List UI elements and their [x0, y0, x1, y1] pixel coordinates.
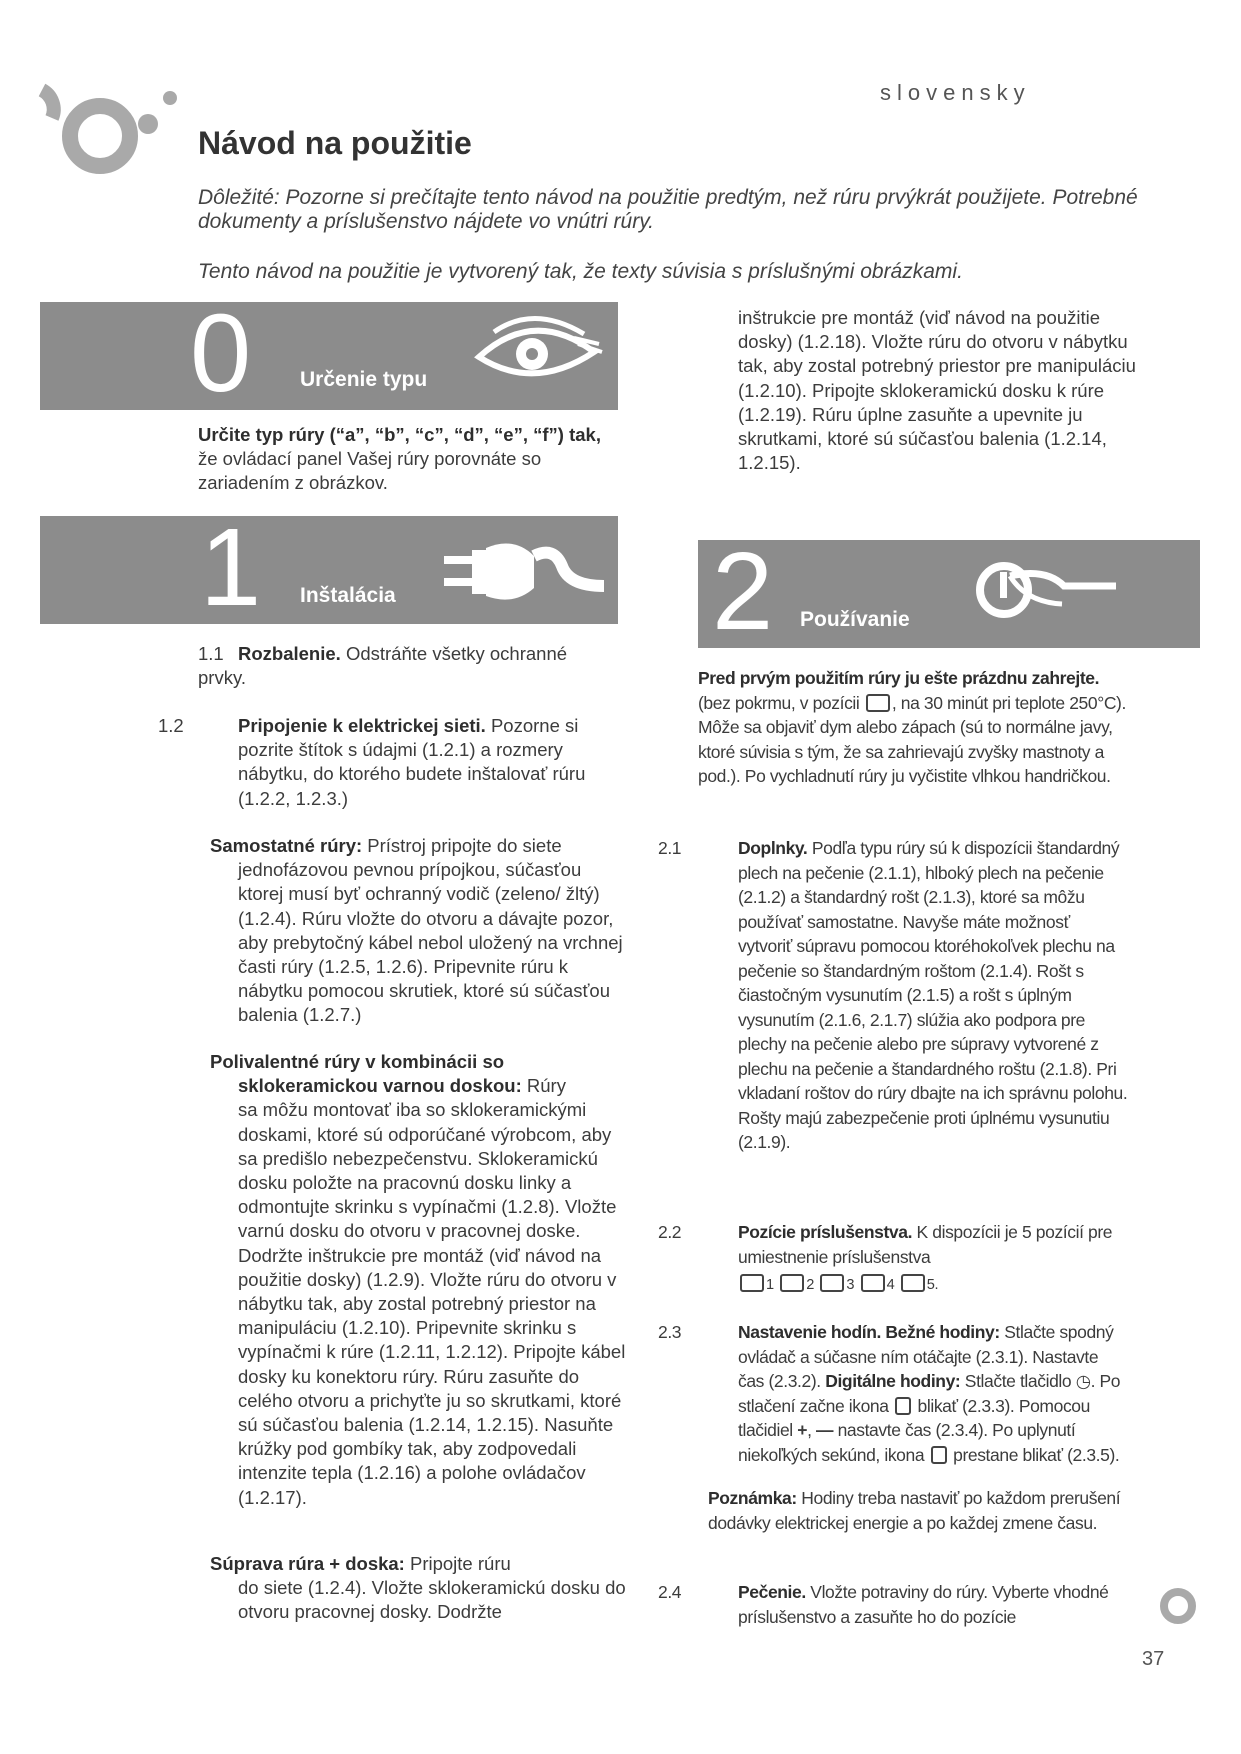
- item-text-cont: sa môžu montovať iba so sklokeramickými doskami, ktoré sú odporúčané výrobcom, aby sa predišlo nebezpečenstvu. Sklokeramickú dosku položte na pracovnú dosku linky a odmontujte skrinku s vypínačmi (1.2.8). Vložte varnú dosku do otvoru v pracovnej doske. Dodržte inštrukcie pre montáž (viď návod na použitie dosky) (1.2.9). Vložte rúru do otvoru v nábytku tak, aby zostal potrebný priestor na manipuláciu (1.2.10). Pripevnite skrinku s vypínačmi k rúre (1.2.11, 1.2.12). Pripojte kábel dosky ku konektoru rúry. Rúru zasuňte do celého otvoru a prichyťte ju so skrutkami, ktoré sú súčasťou balenia (1.2.14, 1.2.15). Nasuňte krúžky pod gombíky tak, aby zodpovedali intenzite tepla (1.2.16) a polohe ovládačov (1.2.17).: [238, 1099, 626, 1508]
- item-text-cont: , na 30 minút pri teplote 250°C). Môže sa objaviť dym alebo zápach (sú to normálne javy, ktoré súvisia s tým, že sa zahrievajú zvyšky mastnoty a pod.). Po vychladnutí rúry ju vyčistite vlhkou handričkou.: [698, 692, 1126, 786]
- position-label: 1: [766, 1277, 774, 1293]
- position-label: 2: [806, 1277, 814, 1293]
- position-2-icon: [780, 1274, 804, 1292]
- item-bold: Nastavenie hodín. Bežné hodiny:: [738, 1322, 1000, 1342]
- item-bold: Doplnky.: [738, 838, 808, 858]
- section-1-banner: [40, 506, 618, 629]
- position-5-icon: [901, 1274, 925, 1292]
- position-icons: [698, 1271, 1128, 1298]
- section-0-bold: Určite typ rúry (“a”, “b”, “c”, “d”, “e”, “f”) tak,: [198, 424, 601, 445]
- item-text: Odstráňte všetky ochranné prvky.: [198, 643, 568, 689]
- finger-button-icon: [966, 546, 1116, 636]
- item-number: 2.1: [658, 838, 682, 858]
- item-number: 2.3: [658, 1322, 682, 1342]
- clock-icon: [931, 1446, 947, 1464]
- section-0-text: [198, 423, 618, 496]
- first-use-block: [698, 666, 1128, 789]
- polivalentne-block: [210, 1050, 630, 1510]
- page-number: 37: [1142, 1648, 1165, 1670]
- section-label: Používanie: [800, 608, 910, 631]
- intro-note: Tento návod na použitie je vytvorený tak, že texty súvisia s príslušnými obrázkami.: [198, 260, 963, 283]
- section-0-body: že ovládací panel Vašej rúry porovnáte so zariadením z obrázkov.: [198, 448, 542, 494]
- minus-icon: —: [816, 1420, 834, 1440]
- item-text: ,: [807, 1420, 812, 1440]
- item-number: 1.2: [158, 715, 184, 736]
- item-number: 1.1: [198, 643, 224, 664]
- item-text: K dispozícii je 5 pozícií pre umiestnenie príslušenstva: [738, 1222, 1113, 1267]
- item-text: Hodiny treba nastaviť po každom prerušení dodávky elektrickej energie a po každej zmene času.: [708, 1488, 1121, 1533]
- section-0-banner: [40, 292, 618, 415]
- suprava-block: [210, 1552, 630, 1625]
- item-text: Pripojte rúru: [404, 1553, 511, 1574]
- position-1-icon: [740, 1274, 764, 1292]
- section-number: 2: [712, 530, 774, 653]
- plus-icon: +: [797, 1420, 808, 1440]
- section-label: Určenie typu: [300, 368, 428, 391]
- position-label: 4: [886, 1277, 895, 1293]
- item-bold: Polivalentné rúry v kombinácii so: [210, 1051, 505, 1072]
- oven-position-icon: [866, 694, 890, 712]
- item-bold: Pripojenie k elektrickej sieti.: [238, 715, 486, 736]
- item-bold: Poznámka:: [708, 1488, 797, 1508]
- intro-important: Dôležité: Pozorne si prečítajte tento návod na použitie predtým, než rúru prvýkrát použijete. Potrebné dokumenty a príslušenstvo nájdete vo vnútri rúry.: [198, 186, 1138, 233]
- clock-button-icon: ◷: [1075, 1371, 1091, 1391]
- item-text: blikať (2.3.3). Pomocou tlačidiel: [738, 1395, 1090, 1440]
- item-bold-2: Digitálne hodiny:: [825, 1371, 961, 1391]
- col2-top-text: inštrukcie pre montáž (viď návod na použitie dosky) (1.2.18). Vložte rúru do otvoru v nábytku tak, aby zostal potrebný priestor pre manipuláciu (1.2.10). Pripojte sklokeramickú dosku k rúre (1.2.19). Rúru úplne zasuňte a upevnite ju skrutkami, ktoré sú súčasťou balenia (1.2.14, 1.2.15).: [738, 307, 1136, 474]
- section-number: 1: [200, 506, 262, 629]
- item-bold: Pozície príslušenstva.: [738, 1222, 913, 1242]
- item-text: nastavte čas (2.3.4). Po uplynutí niekoľkých sekúnd, ikona: [738, 1420, 1076, 1465]
- item-2-4: [658, 1580, 1128, 1629]
- item-bold: Súprava rúra + doska:: [210, 1553, 405, 1574]
- item-2-2: [658, 1220, 1128, 1298]
- item-text: Podľa typu rúry sú k dispozícii štandardný plech na pečenie (2.1.1), hlboký plech na pečenie (2.1.2) a štandardný rošt (2.1.3), ktoré sa môžu používať samostatne. Navyše máte možnosť vytvoriť súpravu pomocou ktoréhokoľvek plechu na pečenie so štandardným roštom (2.1.4). Rošt s čiastočným vysunutím (2.1.5) a rošt s úplným vysunutím (2.1.6, 2.1.7) slúžia ako podpora pre plechy na pečenie alebo pre súpravy vytvorené z plechu na pečenie a štandardného roštu (2.1.8). Pri vkladaní roštov do rúry dbajte na ich správnu polohu. Rošty majú zabezpečenie proti úplnému vysunutiu (2.1.9).: [738, 838, 1128, 1152]
- section-number: 0: [190, 292, 252, 415]
- page-corner-circle-icon: [1158, 1586, 1198, 1626]
- item-text: . Po stlačení začne ikona: [738, 1371, 1121, 1416]
- position-3-icon: [820, 1274, 844, 1292]
- item-number: 2.4: [658, 1582, 682, 1602]
- page-title: Návod na použitie: [198, 125, 472, 161]
- item-text: Pozorne si pozrite štítok s údajmi (1.2.1) a rozmery nábytku, do ktorého budete inštalovať rúru (1.2.2, 1.2.3.): [238, 715, 586, 809]
- samostatne-ruru-block: [210, 834, 630, 1028]
- plug-icon: [444, 526, 604, 616]
- position-label: 3: [846, 1277, 855, 1293]
- section-label: Inštalácia: [300, 584, 396, 607]
- item-bold: Rozbalenie.: [238, 643, 341, 664]
- position-label: 5.: [926, 1277, 939, 1293]
- item-bold: Pečenie.: [738, 1582, 806, 1602]
- item-1-2: [158, 714, 618, 811]
- item-text: (bez pokrmu, v pozícii: [698, 692, 860, 713]
- item-text: Stlačte spodný ovládač a súčasne ním otáčajte (2.3.1). Nastavte čas (2.3.2).: [738, 1322, 1114, 1391]
- section-2-banner: [698, 530, 1200, 653]
- item-text-cont: do siete (1.2.4). Vložte sklokeramickú dosku do otvoru pracovnej dosky. Dodržte: [238, 1577, 626, 1623]
- item-bold: Pred prvým použitím rúry ju ešte prázdnu zahrejte.: [698, 668, 1100, 688]
- language-label: slovensky: [880, 80, 1031, 105]
- clock-icon: [895, 1397, 911, 1415]
- item-2-3: [658, 1320, 1128, 1467]
- item-text: Prístroj pripojte do siete: [362, 835, 562, 856]
- item-text: Rúry: [521, 1075, 566, 1097]
- note-block: [708, 1486, 1128, 1535]
- item-text: prestane blikať (2.3.5).: [948, 1444, 1120, 1465]
- item-text: Vložte potraviny do rúry. Vyberte vhodné príslušenstvo a zasuňte ho do pozície: [738, 1582, 1109, 1627]
- position-4-icon: [861, 1274, 885, 1292]
- item-bold-2: sklokeramickou varnou doskou:: [238, 1075, 522, 1097]
- item-1-1: [198, 642, 618, 690]
- item-text: Stlačte tlačidlo: [960, 1371, 1072, 1391]
- eye-icon: [474, 312, 614, 392]
- item-number: 2.2: [658, 1222, 682, 1242]
- brand-logo-icon: [30, 78, 180, 188]
- item-text-cont: jednofázovou pevnou prípojkou, súčasťou ktorej musí byť ochranný vodič (zeleno/ žltý) (1.2.4). Rúru vložte do otvoru a dávajte pozor, aby prebytočný kábel nebol uložený na vrchnej časti rúry (1.2.5, 1.2.6). Pripevnite rúru k nábytku pomocou skrutiek, ktoré sú súčasťou balenia (1.2.7.): [238, 859, 623, 1026]
- item-2-1: [658, 836, 1128, 1155]
- item-bold: Samostatné rúry:: [210, 835, 363, 856]
